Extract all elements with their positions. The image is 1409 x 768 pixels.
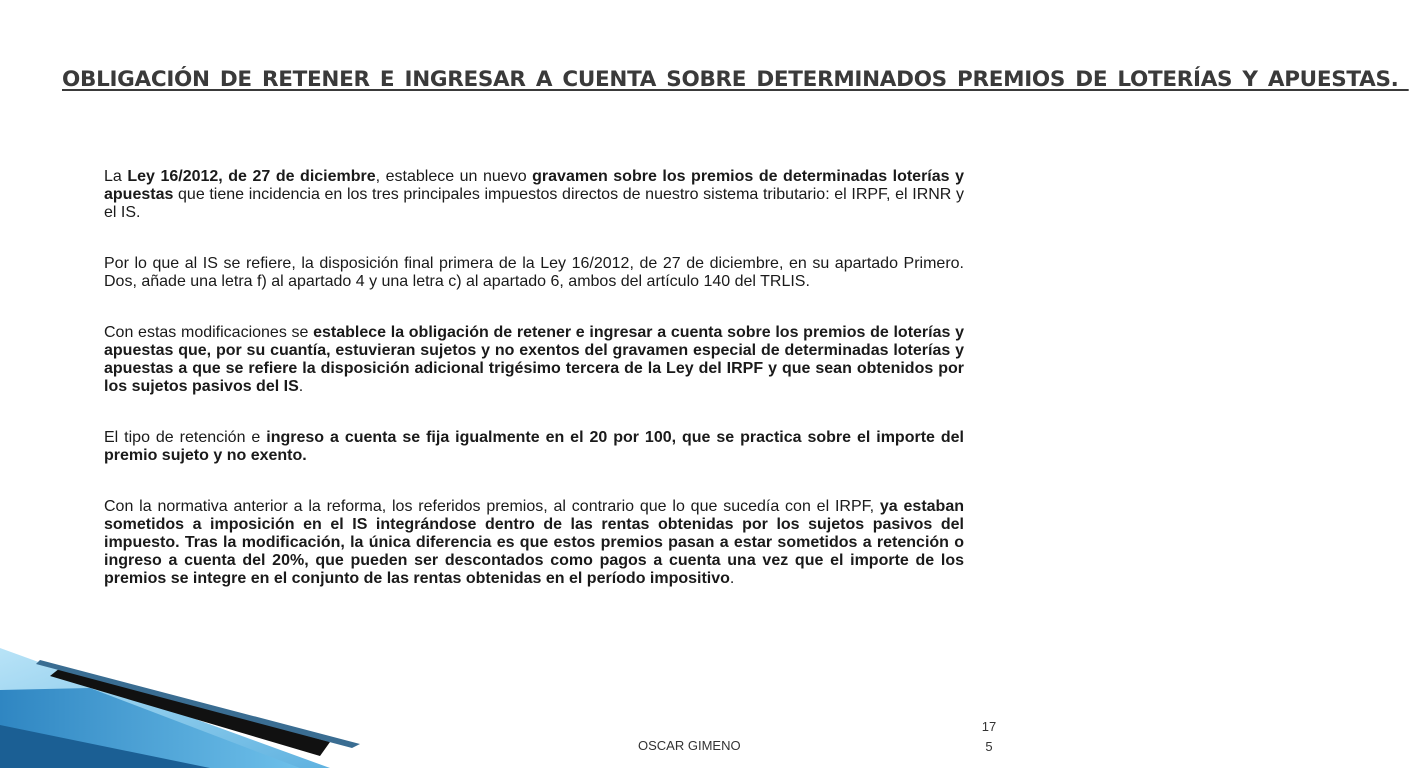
- decor-mid-band: [0, 688, 300, 768]
- text-run: que tiene incidencia en los tres principales impuestos directos de nuestro sistema tributario: el IRPF, el IRNR y el IS.: [104, 186, 964, 221]
- text-run: El tipo de retención e: [104, 429, 267, 446]
- text-run: Por lo que al IS se refiere, la disposición final primera de la Ley 16/2012, de 27 de diciembre, en su apartado Primero. Dos, añade una letra f) al apartado 4 y una letra c) al apartado 6, ambos del artículo 140 del TRLIS.: [104, 255, 964, 290]
- decor-dark-band: [0, 725, 210, 768]
- decor-black-stripe: [50, 668, 330, 756]
- bold-text-run: gravamen sobre los premios de determinadas loterías y apuestas: [104, 168, 964, 203]
- footer-author: OSCAR GIMENO: [638, 738, 741, 753]
- slide-title: OBLIGACIÓN DE RETENER E INGRESAR A CUENTA SOBRE DETERMINADOS PREMIOS DE LOTERÍAS Y APUESTAS.: [62, 67, 1409, 92]
- page-number: [974, 717, 1004, 757]
- paragraph-tipo-retencion: [104, 429, 964, 465]
- slide-body: [104, 168, 964, 621]
- text-run: , establece un nuevo: [375, 168, 533, 185]
- bold-text-run: establece la obligación de retener e ingresar a cuenta sobre los premios de loterías y apuestas que, por su cuantía, estuvieran sujetos y no exentos del gravamen especial de determinadas loterías y apuestas a que se refiere la disposición adicional trigésimo tercera de la Ley del IRPF y que sean obtenidos por los sujetos pasivos del IS: [104, 324, 964, 395]
- decor-thin-stripe: [36, 660, 360, 748]
- bold-text-run: Ley 16/2012, de 27 de diciembre: [127, 168, 376, 185]
- paragraph-normativa-anterior: [104, 498, 964, 588]
- bold-text-run: ingreso a cuenta se fija igualmente en el 20 por 100, que se practica sobre el importe del premio sujeto y no exento.: [104, 429, 964, 464]
- text-run: Con la normativa anterior a la reforma, los referidos premios, al contrario que lo que sucedía con el IRPF,: [104, 498, 880, 515]
- page-number-line1: 17: [981, 719, 997, 734]
- paragraph-ley: [104, 168, 964, 222]
- decor-light-band: [0, 648, 330, 768]
- text-run: La: [104, 168, 128, 185]
- text-run: Con estas modificaciones se: [104, 324, 314, 341]
- paragraph-obligacion: [104, 324, 964, 396]
- bold-text-run: ya estaban sometidos a imposición en el IS integrándose dentro de las rentas obtenidas por los sujetos pasivos del impuesto. Tras la modificación, la única diferencia es que estos premios pasan a estar sometidos a retención o ingreso a cuenta del 20%, que pueden ser descontados como pagos a cuenta una vez que el importe de los premios se integre en el conjunto de las rentas obtenidas en el período impositivo: [104, 498, 964, 587]
- text-run: .: [729, 570, 735, 587]
- page-number-line2: 5: [985, 739, 993, 754]
- paragraph-disposicion: [104, 255, 964, 291]
- text-run: .: [298, 378, 304, 395]
